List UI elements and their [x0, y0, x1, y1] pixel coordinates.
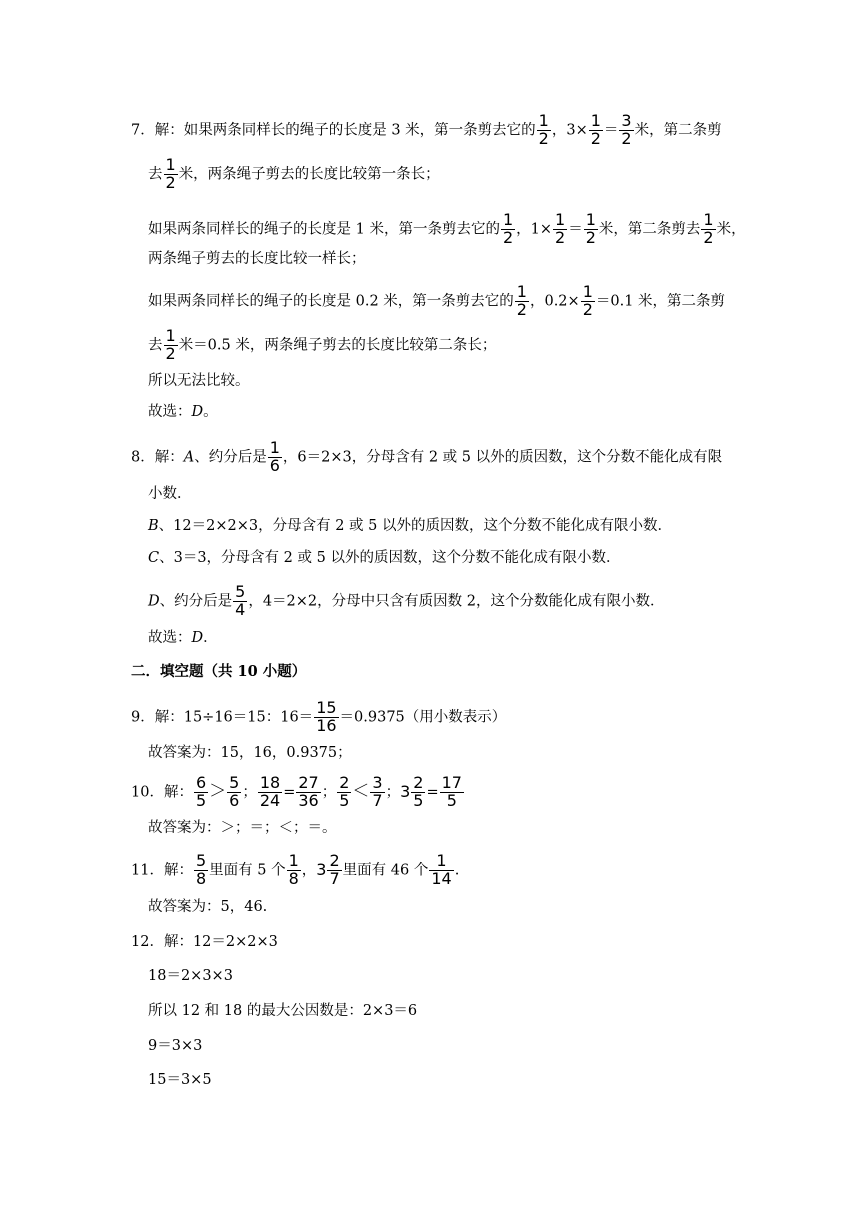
q12-line-3: 所以 12 和 18 的最大公因数是：2×3＝6 [148, 1003, 418, 1019]
q12-line-4: 9＝3×3 [148, 1038, 203, 1054]
fraction: $\frac{3}{2}$ [621, 111, 632, 148]
compare-sign: ＜ [352, 781, 370, 802]
compare-sign: = [426, 784, 439, 801]
fraction: $\frac{1}{2}$ [165, 155, 176, 192]
answer-letter: D [191, 630, 204, 646]
text: ＝0.1 米，第二条剪 [595, 293, 726, 310]
mixed-number: 3 $\frac{2}{7}$ [316, 851, 340, 888]
section-heading: 二．填空题（共 10 小题） [131, 663, 307, 680]
option-letter: B [148, 518, 159, 534]
text: ； [321, 784, 337, 801]
text: ， [301, 862, 317, 879]
fraction: $\frac{1}{14}$ [431, 851, 452, 888]
q12-line-1: 12．解：12＝2×2×3 [131, 934, 278, 950]
text: 9．解：15÷16＝15：16＝ [131, 709, 314, 726]
compare-sign: ＞ [209, 781, 227, 802]
option-letter: C [148, 550, 160, 566]
q7-line-3 [148, 212, 746, 247]
fraction: $\frac{6}{5}$ [195, 773, 207, 810]
fraction: $\frac{5}{6}$ [229, 773, 240, 810]
text: ，1× [516, 221, 553, 238]
mixed-number: 3 $\frac{2}{5}$ [400, 773, 424, 810]
q7-line-5 [148, 284, 725, 319]
option-letter: A [183, 449, 195, 466]
text: 故选： [148, 404, 192, 420]
fraction: $\frac{17}{5}$ [441, 773, 462, 810]
text: 、约分后是 [159, 593, 233, 610]
fraction: $\frac{1}{2}$ [582, 282, 593, 319]
text: 11．解： [131, 862, 193, 879]
text: 去 [148, 337, 163, 354]
fraction: $\frac{27}{36}$ [298, 773, 319, 810]
text: ，0.2× [529, 293, 580, 310]
fraction: $\frac{5}{8}$ [195, 851, 207, 888]
text: 米，第二条剪去 [598, 221, 701, 238]
text: 米，第二条剪 [634, 122, 722, 139]
q8-line-3 [148, 519, 672, 534]
q8-line-5 [148, 584, 665, 619]
text: ，6＝2×3，分母含有 2 或 5 以外的质因数，这个分数不能化成有限 [282, 449, 723, 466]
fraction: $\frac{2}{5}$ [339, 773, 350, 810]
fraction: $\frac{1}{2}$ [516, 282, 527, 319]
fraction: $\frac{1}{8}$ [288, 851, 299, 888]
option-letter: D [148, 593, 160, 610]
fraction: $\frac{1}{2}$ [585, 210, 596, 247]
q8-line-2: 小数． [148, 486, 192, 502]
text: 10．解： [131, 784, 193, 801]
text: ，3× [551, 122, 588, 139]
fraction: $\frac{1}{2}$ [555, 210, 566, 247]
q7-line-6 [148, 328, 496, 363]
text: 故选： [148, 630, 192, 646]
text: 里面有 5 个 [209, 862, 286, 879]
text: ； [385, 784, 401, 801]
q9-line-2: 故答案为：15，16，0.9375； [148, 745, 352, 761]
text: 如果两条同样长的绳子的长度是 0.2 米，第一条剪去它的 [148, 293, 514, 310]
fraction: $\frac{3}{7}$ [372, 773, 383, 810]
text: 、12＝2×2×3，分母含有 2 或 5 以外的质因数，这个分数不能化成有限小数． [158, 518, 672, 534]
q11-line-2: 故答案为：5，46. [148, 899, 268, 915]
text: 米＝0.5 米，两条绳子剪去的长度比较第二条长； [178, 337, 497, 354]
fraction: $\frac{1}{2}$ [538, 111, 549, 148]
q12-line-5: 15＝3×5 [148, 1072, 212, 1088]
text: ＝0.9375（用小数表示） [339, 709, 507, 726]
q10-line-2: 故答案为：＞；＝；＜；＝。 [148, 820, 337, 836]
text: ＝ [603, 122, 619, 139]
text: ． [203, 630, 218, 646]
fraction: $\frac{15}{16}$ [316, 698, 337, 735]
q10-line-1 [131, 775, 465, 810]
text: ； [242, 784, 257, 801]
fraction: $\frac{1}{2}$ [703, 210, 714, 247]
text: . [454, 862, 460, 879]
fraction: $\frac{5}{4}$ [235, 582, 246, 619]
q12-line-2: 18＝2×3×3 [148, 968, 233, 984]
q7-line-2 [148, 157, 440, 192]
text: 、3＝3，分母含有 2 或 5 以外的质因数，这个分数不能化成有限小数． [159, 550, 621, 566]
text: ，4＝2×2，分母中只含有质因数 2，这个分数能化成有限小数． [248, 593, 665, 610]
fraction: $\frac{1}{2}$ [502, 210, 514, 247]
q8-line-1 [131, 440, 722, 475]
text: 、约分后是 [194, 449, 267, 466]
fraction: $\frac{1}{2}$ [165, 326, 176, 363]
text: 去 [148, 166, 163, 183]
q11-line-1 [131, 853, 459, 888]
answer-letter: D [191, 404, 204, 420]
fraction: $\frac{1}{6}$ [269, 438, 280, 475]
q7-line-1 [131, 113, 722, 148]
q9-line-1 [131, 700, 506, 735]
text: 米，两条绳子剪去的长度比较第一条长； [178, 166, 440, 183]
text: 里面有 46 个 [342, 862, 429, 879]
compare-sign: = [283, 784, 296, 801]
text: ＝ [568, 221, 583, 238]
fraction: $\frac{18}{24}$ [259, 773, 281, 810]
q7-line-7: 所以无法比较。 [148, 373, 250, 389]
q8-line-4 [148, 551, 620, 566]
text: 7．解：如果两条同样长的绳子的长度是 3 米，第一条剪去它的 [131, 122, 536, 139]
text: 8．解： [131, 449, 184, 466]
q7-line-4: 两条绳子剪去的长度比较一样长； [148, 251, 366, 267]
text: 。 [203, 404, 218, 420]
q7-line-8 [148, 405, 218, 420]
fraction: $\frac{1}{2}$ [590, 111, 601, 148]
text: 米， [716, 221, 746, 238]
text: 如果两条同样长的绳子的长度是 1 米，第一条剪去它的 [148, 221, 500, 238]
q8-line-6 [148, 631, 218, 646]
